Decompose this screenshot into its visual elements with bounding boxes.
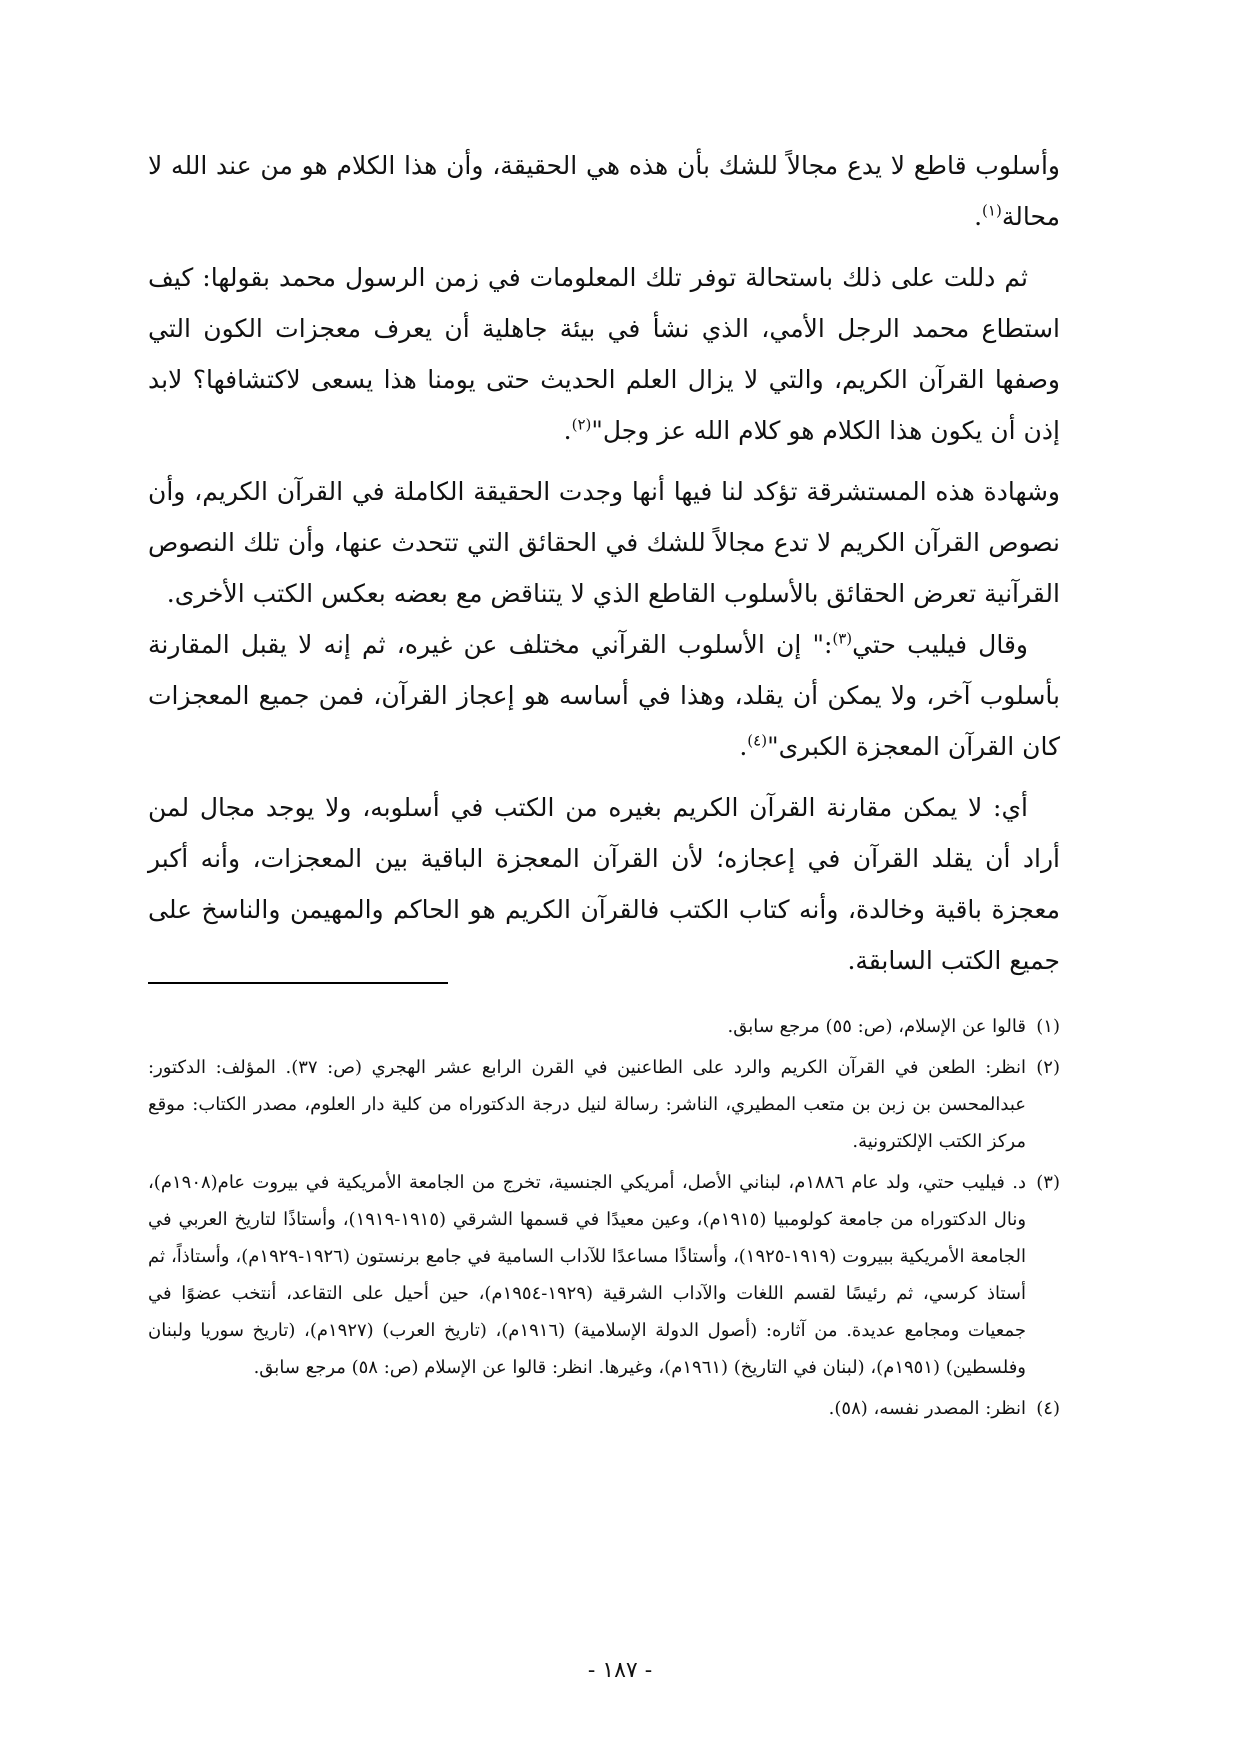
footnote-ref-4[interactable]: (٤)	[747, 731, 768, 750]
paragraph-1	[148, 140, 1060, 242]
footnote-text: قالوا عن الإسلام، (ص: ٥٥) مرجع سابق.	[727, 1016, 1026, 1037]
footnotes	[148, 1008, 1060, 1431]
paragraph-3	[148, 466, 1060, 619]
footnote-ref-2[interactable]: (٢)	[571, 415, 592, 434]
main-text	[148, 140, 1060, 986]
footnote-3	[148, 1164, 1060, 1386]
paragraph-3-text: وشهادة هذه المستشرقة تؤكد لنا فيها أنها وجدت الحقيقة الكاملة في القرآن الكريم، وأن نصوص القرآن الكريم لا تدع مجالاً للشك في الحقائق التي تتحدث عنها، وأن تلك النصوص القرآنية تعرض الحقائق بالأسلوب القاطع الذي لا يتناقض مع بعضه بعكس الكتب الأخرى.	[148, 477, 1060, 608]
paragraph-4	[148, 619, 1060, 772]
paragraph-2-text: ثم دللت على ذلك باستحالة توفر تلك المعلومات في زمن الرسول محمد بقولها: كيف استطاع محمد الرجل الأمي، الذي نشأ في بيئة جاهلية أن يعرف معجزات الكون التي وصفها القرآن الكريم، والتي لا يزال العلم الحديث حتى يومنا هذا يسعى لاكتشافها؟ لابد إذن أن يكون هذا الكلام هو كلام الله عز وجل"	[148, 263, 1061, 445]
paragraph-4-end: .	[739, 732, 748, 761]
footnote-ref-3[interactable]: (٣)	[832, 629, 853, 648]
footnote-number: (٣)	[1036, 1172, 1060, 1193]
paragraph-2	[148, 252, 1060, 456]
paragraph-4-text: :" إن الأسلوب القرآني مختلف عن غيره، ثم إنه لا يقبل المقارنة بأسلوب آخر، ولا يمكن أن يقلد، وهذا في أساسه هو إعجاز القرآن، فمن جميع المعجزات كان القرآن المعجزة الكبرى"	[148, 630, 1060, 761]
footnote-2	[148, 1049, 1060, 1160]
paragraph-1-text: وأسلوب قاطع لا يدع مجالاً للشك بأن هذه هي الحقيقة، وأن هذا الكلام هو من عند الله لا محالة	[148, 151, 1060, 231]
footnote-number: (١)	[1036, 1016, 1060, 1037]
footnote-ref-1[interactable]: (١)	[982, 201, 1002, 220]
footnote-separator	[148, 982, 448, 984]
footnote-4	[148, 1390, 1060, 1427]
footnote-text: د. فيليب حتي، ولد عام ١٨٨٦م، لبناني الأصل، أمريكي الجنسية، تخرج من الجامعة الأمريكية في بيروت عام(١٩٠٨م)، ونال الدكتوراه من جامعة كولومبيا (١٩١٥م)، وعين معيدًا في قسمها الشرقي (١٩١٥-١٩١٩)، وأستاذًا لتاريخ العربي في الجامعة الأمريكية ببيروت (١٩١٩-١٩٢٥)، وأستاذًا مساعدًا للآداب السامية في جامع برنستون (١٩٢٦-١٩٢٩م)، وأستاذاً، ثم أستاذ كرسي، ثم رئيسًا لقسم اللغات والآداب الشرقية (١٩٢٩-١٩٥٤م)، حين أحيل على التقاعد، أنتخب عضوًا في جمعيات ومجامع عديدة. من آثاره: (أصول الدولة الإسلامية) (١٩١٦م)، (تاريخ العرب) (١٩٢٧م)، (تاريخ سوريا ولبنان وفلسطين) (١٩٥١م)، (لبنان في التاريخ) (١٩٦١م)، وغيرها. انظر: قالوا عن الإسلام (ص: ٥٨) مرجع سابق.	[148, 1172, 1027, 1378]
paragraph-4-start: وقال فيليب حتي	[852, 630, 1028, 659]
footnote-number: (٢)	[1036, 1057, 1060, 1078]
page-number: - ١٨٧ -	[587, 1658, 653, 1683]
paragraph-5	[148, 782, 1060, 986]
footnote-text: انظر: المصدر نفسه، (٥٨).	[828, 1398, 1026, 1419]
footnote-number: (٤)	[1036, 1398, 1060, 1419]
paragraph-2-end: .	[563, 416, 572, 445]
paragraph-1-end: .	[974, 202, 983, 231]
footnote-1	[148, 1008, 1060, 1045]
paragraph-5-text: أي: لا يمكن مقارنة القرآن الكريم بغيره من الكتب في أسلوبه، ولا يوجد مجال لمن أراد أن يقلد القرآن في إعجازه؛ لأن القرآن المعجزة الباقية بين المعجزات، وأنه أكبر معجزة باقية وخالدة، وأنه كتاب الكتب فالقرآن الكريم هو الحاكم والمهيمن والناسخ على جميع الكتب السابقة.	[148, 793, 1060, 975]
footnote-text: انظر: الطعن في القرآن الكريم والرد على الطاعنين في القرن الرابع عشر الهجري (ص: ٣٧). المؤلف: الدكتور: عبدالمحسن بن زبن بن متعب المطيري، الناشر: رسالة لنيل درجة الدكتوراه من كلية دار العلوم، مصدر الكتاب: موقع مركز الكتب الإلكترونية.	[148, 1057, 1026, 1152]
